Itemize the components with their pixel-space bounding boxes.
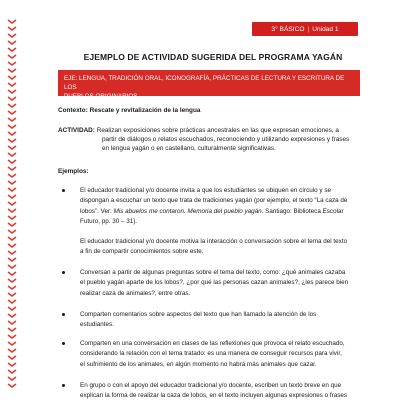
bullet-dot [62,384,65,387]
unit-label: Unidad 1 [312,25,339,33]
example-4-line-1: Comparten comentarios sobre aspectos del texto que han llamado la atención de los [80,311,317,318]
bullet-dot [62,342,65,345]
chevron-mark [8,349,16,352]
chevron-mark [8,41,16,44]
chevron-mark [8,328,16,331]
decorative-chevron-strip [5,18,19,388]
bullet-dot [62,313,65,316]
example-item-5 [58,339,364,370]
chevron-mark [8,265,16,268]
chevron-mark [8,370,16,373]
chevron-mark [8,27,16,30]
example-6-line-2: explican la forma de realizar la caza de lobos, en el texto incluyen algunas expresiones o frases [80,392,348,400]
chevron-mark [8,251,16,254]
example-item-6 [58,381,364,402]
chevron-mark [8,237,16,240]
chevron-mark [8,174,16,177]
book-title-italic: Mis abuelos me contaron. Memoria del pueblo yagán [113,207,262,215]
example-1-line-3-b: . Santiago: Biblioteca Escolar [261,207,344,215]
chevron-mark [8,293,16,296]
chevron-mark [8,55,16,58]
chevron-mark [8,83,16,86]
contexto-heading: Contexto: Rescate y revitalización de la lengua [58,107,201,114]
example-5-line-1: Comparten en una conversación en clases de las reflexiones que provoca el relato escuchado, [80,340,345,347]
chevron-mark [8,223,16,226]
example-item-4 [58,310,364,331]
eje-line-1: EJE: LENGUA, TRADICIÓN ORAL, ICONOGRAFÍA, PRÁCTICAS DE LECTURA Y ESCRITURA DE LOS [64,75,345,91]
chevron-mark [8,125,16,128]
chevron-mark [8,230,16,233]
chevron-mark [8,258,16,261]
chevron-mark [8,209,16,212]
example-2-line-2: a fin de compartir conocimientos sobre este. [80,248,204,256]
chevron-mark [8,195,16,198]
chevron-mark [8,48,16,51]
chevron-mark [8,356,16,359]
chevron-mark [8,104,16,107]
example-1-line-1: El educador tradicional y/o docente invita a que los estudiantes se ubiquen en círculo y se [80,187,331,194]
chevron-mark [8,216,16,219]
chevron-mark [8,97,16,100]
chevron-mark [8,321,16,324]
actividad-line-3: en lengua yagán o en castellano, culturalmente significativas. [102,145,276,153]
example-item-3 [58,268,364,299]
grade-label: 3° BÁSICO [271,25,305,33]
ejemplos-heading: Ejemplos: [58,168,89,175]
page-title: EJEMPLO DE ACTIVIDAD SUGERIDA DEL PROGRAMA YAGÁN [83,52,343,62]
chevron-mark [8,279,16,282]
example-3-line-1: Conversan a partir de algunas preguntas sobre el tema del texto, como: ¿qué animales cazaba [80,269,346,276]
chevron-mark [8,384,16,387]
actividad-block [58,126,364,153]
bullet-dot [62,189,65,192]
chevron-mark [8,69,16,72]
example-1-line-4: Futuro, pp. 30 – 31). [80,217,138,225]
example-1-line-3-a: lobos”. Ver: [80,207,114,215]
chevron-mark [8,300,16,303]
chevron-mark [8,202,16,205]
chevron-mark [8,377,16,380]
chevron-mark [8,188,16,191]
chevron-mark [8,62,16,65]
chevron-mark [8,286,16,289]
chevron-mark [8,132,16,135]
example-2-line-1: El educador tradicional y/o docente motiva la interacción o conversación sobre el tema del texto [80,238,348,245]
chevron-mark [8,139,16,142]
chevron-mark [8,335,16,338]
chevron-mark [8,167,16,170]
chevron-mark [8,363,16,366]
chevron-mark [8,76,16,79]
chevron-mark [8,90,16,93]
actividad-line-2: partir de diálogos o relatos escuchados, reconociendo y utilizando expresiones y frases [102,136,350,144]
chevron-mark [8,34,16,37]
chevron-mark [8,307,16,310]
example-1-line-3 [80,207,364,217]
example-item-1 [58,186,364,227]
chevron-mark [8,160,16,163]
eje-line-2: PUEBLOS ORIGINARIOS. [64,93,140,100]
badge-separator: | [307,25,310,33]
actividad-label: ACTIVIDAD: [58,127,95,134]
chevron-mark [8,146,16,149]
example-item-2 [58,237,364,258]
chevron-mark [8,118,16,121]
chevron-mark [8,272,16,275]
example-3-line-2: el pueblo yagán aparte de los lobos?, ¿por qué las personas cazan animales?, ¿les parece bien [80,279,349,287]
example-3-line-3: realizar caza de animales?, entre otras. [80,289,191,297]
chevron-mark [8,314,16,317]
eje-banner [58,70,360,100]
chevron-mark [8,342,16,345]
chevron-mark [8,181,16,184]
chevron-mark [8,111,16,114]
example-5-line-3: el sufrimiento de los animales, en algún momento no habrá más animales que cazar. [80,360,317,368]
chevron-mark [8,244,16,247]
example-1-line-2: dispongan a escuchar un texto que trata de tradiciones yagán (por ejemplo, el texto “La caza de [80,197,348,205]
example-4-line-2: estudiantes. [80,321,114,329]
grade-unit-badge [252,22,358,36]
bullet-dot [62,271,65,274]
example-6-line-1: En grupo o con el apoyo del educador tradicional y/o docente, escriben un texto breve en que [80,382,342,389]
actividad-line-1: Realizan exposiciones sobre prácticas ancestrales en las que expresan emociones, a [96,127,339,134]
chevron-mark [8,153,16,156]
chevron-mark [8,20,16,23]
example-5-line-2: considerando la relación con el tema tratado: es una manera de conseguir recursos para vivir, [80,350,342,358]
